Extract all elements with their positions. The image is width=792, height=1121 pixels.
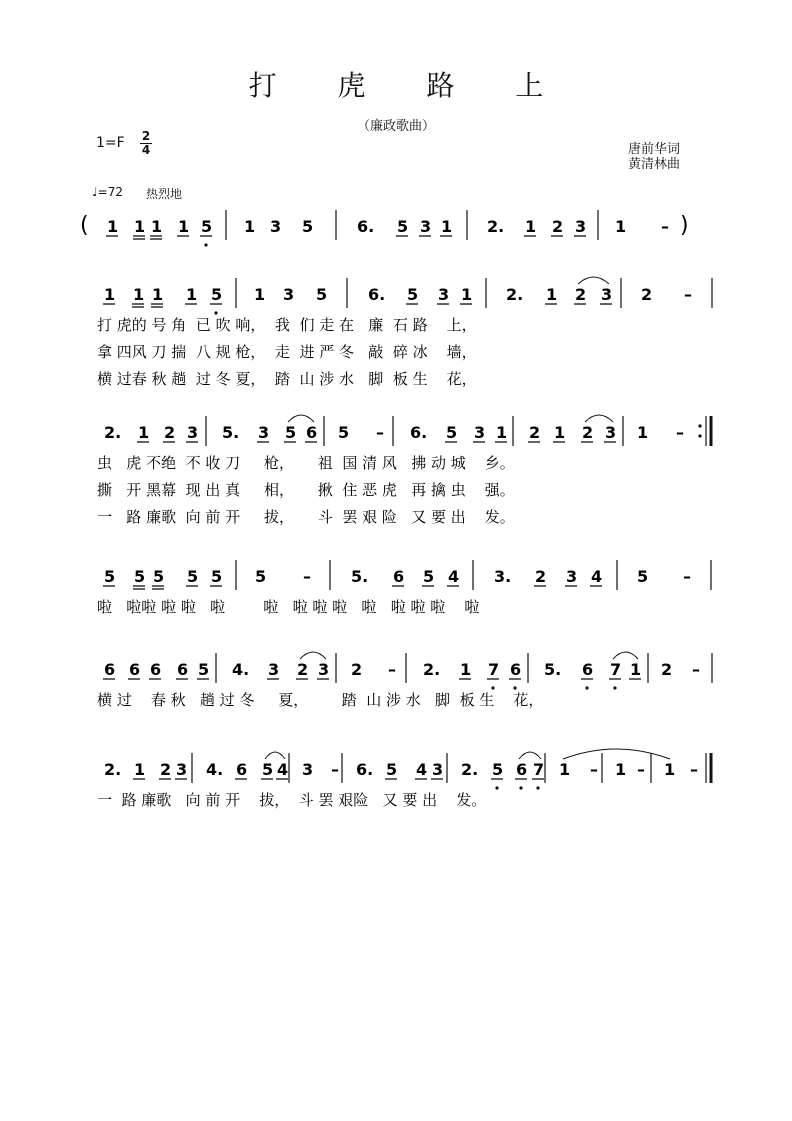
note: 7 bbox=[488, 660, 500, 679]
note: 5 bbox=[446, 423, 458, 442]
slur bbox=[300, 652, 326, 659]
composer-credit: 黄清林曲 bbox=[628, 157, 681, 172]
note: 5 bbox=[302, 217, 314, 236]
note: 3 bbox=[270, 217, 282, 236]
note: 7 bbox=[533, 760, 545, 779]
tie bbox=[563, 749, 670, 759]
note: 6. bbox=[356, 760, 374, 779]
note: 5 bbox=[423, 567, 435, 586]
key-signature: 1=F bbox=[96, 135, 125, 151]
tempo-marking: ♩=72 bbox=[92, 185, 123, 199]
note: 1 bbox=[441, 217, 453, 236]
note: 6 bbox=[306, 423, 318, 442]
note: 4. bbox=[232, 660, 250, 679]
note: 2 bbox=[160, 760, 172, 779]
note: 6. bbox=[357, 217, 375, 236]
note: 3 bbox=[283, 285, 295, 304]
note: 6 bbox=[150, 660, 162, 679]
dash-note: – bbox=[331, 760, 339, 779]
note: 2 bbox=[552, 217, 564, 236]
note: 2 bbox=[661, 660, 673, 679]
note: 1 bbox=[664, 760, 676, 779]
octave-dot bbox=[495, 786, 498, 789]
lyric-line: 啦 啦啦 啦 啦 啦 啦 啦 啦 啦 啦 啦 啦 啦 啦 bbox=[97, 598, 480, 616]
note: 1 bbox=[615, 760, 627, 779]
note: 5 bbox=[211, 567, 223, 586]
note: 2. bbox=[104, 760, 122, 779]
note: 3 bbox=[176, 760, 188, 779]
note: 4 bbox=[277, 760, 289, 779]
note: 5. bbox=[222, 423, 240, 442]
octave-dot bbox=[585, 686, 588, 689]
lyric-line: 横 过春 秋 趟 过 冬 夏， 踏 山 涉 水 脚 板 生 花， bbox=[97, 370, 477, 388]
note: 1 bbox=[460, 660, 472, 679]
bracket: ( bbox=[80, 213, 89, 238]
note: 2 bbox=[529, 423, 541, 442]
slur bbox=[585, 415, 613, 422]
octave-dot bbox=[513, 686, 516, 689]
note: 1 bbox=[615, 217, 627, 236]
note: 1 bbox=[525, 217, 537, 236]
note: 2. bbox=[104, 423, 122, 442]
octave-dot bbox=[491, 686, 494, 689]
lyric-line: 一 路 廉歌 向 前 开 拔， 斗 罢 艰险 又 要 出 发。 bbox=[97, 791, 487, 809]
note: 3 bbox=[258, 423, 270, 442]
note: 5 bbox=[153, 567, 165, 586]
note: 3 bbox=[420, 217, 432, 236]
dash-note: – bbox=[661, 217, 669, 236]
note: 2 bbox=[582, 423, 594, 442]
note: 5 bbox=[104, 567, 116, 586]
note: 5 bbox=[637, 567, 649, 586]
note: 1 bbox=[104, 285, 116, 304]
note: 5 bbox=[187, 567, 199, 586]
repeat-dot bbox=[698, 424, 701, 427]
note: 5 bbox=[285, 423, 297, 442]
meter-top: 2 bbox=[141, 129, 151, 143]
note: 2 bbox=[297, 660, 309, 679]
note: 6 bbox=[393, 567, 405, 586]
dash-note: – bbox=[376, 423, 384, 442]
note: 6. bbox=[410, 423, 428, 442]
lyric-line: 拿 四风 刀 揣 八 规 枪， 走 进 严 冬 敲 碎 冰 墙， bbox=[97, 343, 477, 361]
meter-bottom: 4 bbox=[141, 143, 151, 157]
note: 5 bbox=[407, 285, 419, 304]
note: 5 bbox=[492, 760, 504, 779]
note: 2 bbox=[641, 285, 653, 304]
slur bbox=[578, 277, 609, 284]
note: 3 bbox=[474, 423, 486, 442]
note: 6 bbox=[510, 660, 522, 679]
note: 1 bbox=[559, 760, 571, 779]
slur bbox=[288, 415, 314, 422]
note: 3 bbox=[575, 217, 587, 236]
expression-marking: 热烈地 bbox=[146, 187, 183, 201]
note: 3 bbox=[302, 760, 314, 779]
note: 7 bbox=[610, 660, 622, 679]
song-title: 打 虎 路 上 bbox=[248, 69, 570, 102]
note: 5 bbox=[198, 660, 210, 679]
note: 4 bbox=[448, 567, 460, 586]
lyric-line: 横 过 春 秋 趟 过 冬 夏， 踏 山 涉 水 脚 板 生 花， bbox=[97, 691, 544, 709]
note: 2 bbox=[351, 660, 363, 679]
note: 1 bbox=[134, 217, 146, 236]
octave-dot bbox=[214, 311, 217, 314]
note: 6 bbox=[129, 660, 141, 679]
slur bbox=[265, 752, 285, 759]
lyric-line: 虫 虎 不绝 不 收 刀 枪， 祖 国 清 风 拂 动 城 乡。 bbox=[97, 454, 515, 472]
dash-note: – bbox=[692, 660, 700, 679]
note: 2. bbox=[461, 760, 479, 779]
dash-note: – bbox=[388, 660, 396, 679]
note: 3 bbox=[187, 423, 199, 442]
note: 1 bbox=[554, 423, 566, 442]
note: 5 bbox=[255, 567, 267, 586]
note: 3 bbox=[566, 567, 578, 586]
dash-note: – bbox=[690, 760, 698, 779]
note: 3. bbox=[494, 567, 512, 586]
note: 5 bbox=[316, 285, 328, 304]
dash-note: – bbox=[683, 567, 691, 586]
note: 3 bbox=[605, 423, 617, 442]
note: 1 bbox=[151, 217, 163, 236]
bracket: ) bbox=[680, 213, 689, 238]
lyric-line: 打 虎的 号 角 已 吹 响， 我 们 走 在 廉 石 路 上， bbox=[97, 316, 477, 334]
note: 3 bbox=[601, 285, 613, 304]
dash-note: – bbox=[590, 760, 598, 779]
note: 1 bbox=[546, 285, 558, 304]
note: 1 bbox=[107, 217, 119, 236]
repeat-dot bbox=[698, 434, 701, 437]
note: 1 bbox=[244, 217, 256, 236]
note: 5 bbox=[386, 760, 398, 779]
note: 2 bbox=[575, 285, 587, 304]
lyric-line: 一 路 廉歌 向 前 开 拔， 斗 罢 艰 险 又 要 出 发。 bbox=[97, 508, 515, 526]
note: 1 bbox=[152, 285, 164, 304]
note: 6. bbox=[368, 285, 386, 304]
dash-note: – bbox=[637, 760, 645, 779]
song-subtitle: （廉政歌曲） bbox=[356, 119, 435, 134]
note: 1 bbox=[461, 285, 473, 304]
note: 6 bbox=[177, 660, 189, 679]
note: 2 bbox=[535, 567, 547, 586]
note: 1 bbox=[134, 760, 146, 779]
note: 1 bbox=[496, 423, 508, 442]
note: 4 bbox=[416, 760, 428, 779]
note: 4 bbox=[591, 567, 603, 586]
note: 5 bbox=[338, 423, 350, 442]
note: 2. bbox=[506, 285, 524, 304]
slur bbox=[613, 652, 638, 659]
note: 1 bbox=[186, 285, 198, 304]
octave-dot bbox=[613, 686, 616, 689]
note: 2. bbox=[423, 660, 441, 679]
note: 2 bbox=[164, 423, 176, 442]
note: 4. bbox=[206, 760, 224, 779]
note: 2. bbox=[487, 217, 505, 236]
note: 5 bbox=[201, 217, 213, 236]
note: 3 bbox=[268, 660, 280, 679]
note: 1 bbox=[178, 217, 190, 236]
octave-dot bbox=[519, 786, 522, 789]
note: 6 bbox=[236, 760, 248, 779]
note: 5 bbox=[134, 567, 146, 586]
octave-dot bbox=[536, 786, 539, 789]
slur bbox=[519, 752, 541, 759]
note: 6 bbox=[104, 660, 116, 679]
dash-note: – bbox=[676, 423, 684, 442]
dash-note: – bbox=[684, 285, 692, 304]
lyric-line: 撕 开 黑幕 现 出 真 相， 揪 住 恶 虎 再 擒 虫 强。 bbox=[97, 481, 515, 499]
note: 5. bbox=[544, 660, 562, 679]
note: 1 bbox=[254, 285, 266, 304]
note: 3 bbox=[438, 285, 450, 304]
note: 6 bbox=[582, 660, 594, 679]
note: 1 bbox=[630, 660, 642, 679]
note: 3 bbox=[318, 660, 330, 679]
note: 1 bbox=[637, 423, 649, 442]
note: 5 bbox=[211, 285, 223, 304]
dash-note: – bbox=[303, 567, 311, 586]
note: 5 bbox=[262, 760, 274, 779]
octave-dot bbox=[204, 243, 207, 246]
note: 5. bbox=[351, 567, 369, 586]
note: 1 bbox=[133, 285, 145, 304]
note: 1 bbox=[138, 423, 150, 442]
note: 3 bbox=[432, 760, 444, 779]
lyricist-credit: 唐前华词 bbox=[628, 142, 681, 157]
note: 5 bbox=[397, 217, 409, 236]
note: 6 bbox=[516, 760, 528, 779]
